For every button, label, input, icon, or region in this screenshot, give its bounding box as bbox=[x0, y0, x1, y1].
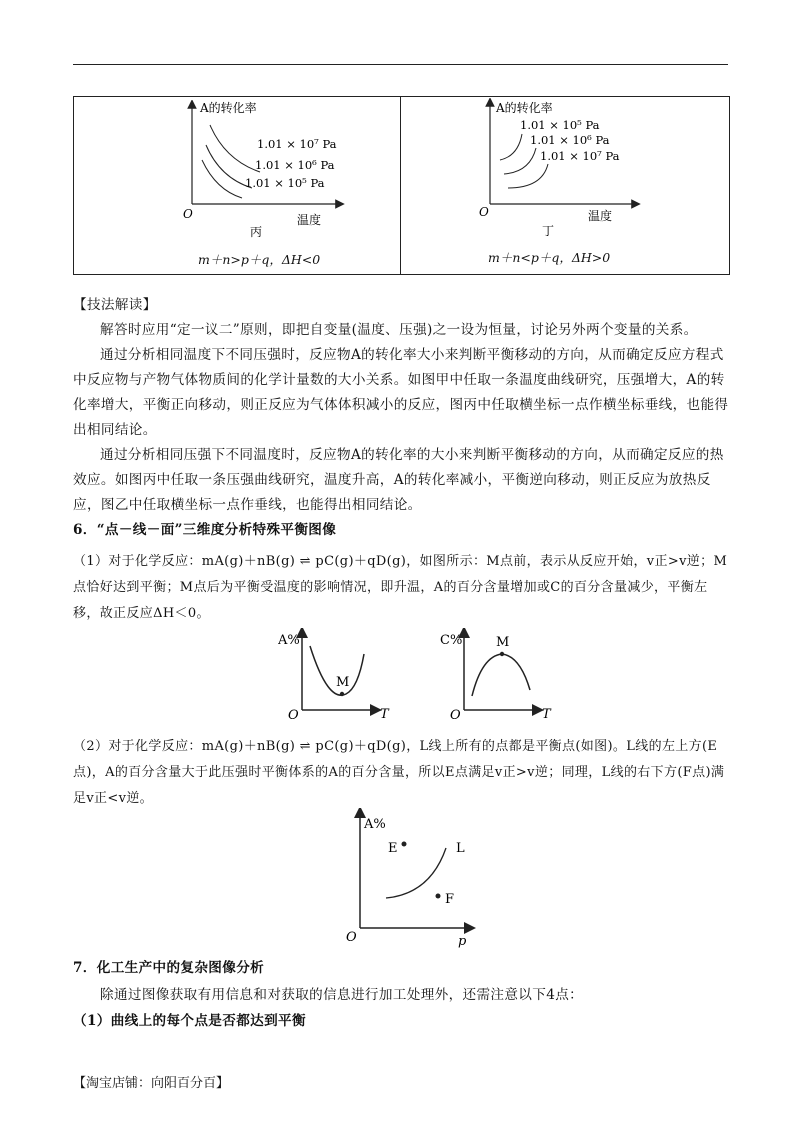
header-rule bbox=[73, 64, 728, 65]
graph-bing-ylabel: A的转化率 bbox=[200, 101, 257, 115]
graph-c-percent-curve bbox=[472, 654, 530, 696]
section6-p1: （1）对于化学反应：mA(g)＋nB(g) ⇌ pC(g)＋qD(g)，如图所示：M点前，表示从反应开始，v正>v逆；M点恰好达到平衡；M点后为平衡受温度的影响情况，即升温，A的百分含量增加或C的百分含量减少，平衡左移，故正反应ΔH＜0。 bbox=[73, 554, 728, 621]
section7-heading: 7．化工生产中的复杂图像分析 bbox=[73, 960, 265, 976]
graph-ding bbox=[478, 98, 648, 243]
graph-table-divider bbox=[400, 96, 401, 274]
graph-bing-curve-label-3: 1.01 × 10⁵ Pa bbox=[245, 176, 325, 190]
graph-p-xlabel: p bbox=[458, 934, 467, 948]
section-jifa-heading: 【技法解读】 bbox=[73, 297, 157, 313]
graph-a-percent-origin: O bbox=[288, 708, 299, 723]
graph-bing-curve-label-1: 1.01 × 10⁷ Pa bbox=[257, 137, 337, 151]
graph-ding-condition: m＋n<p＋q，ΔH>0 bbox=[488, 250, 611, 265]
graph-bing-curve-3 bbox=[202, 160, 242, 198]
graph-ding-curve-1 bbox=[500, 134, 522, 160]
graph-c-percent-ylabel: C% bbox=[440, 633, 463, 648]
graph-p-point-e bbox=[402, 842, 407, 847]
graph-bing-origin: O bbox=[183, 207, 193, 221]
graph-bing bbox=[180, 100, 350, 245]
graph-p-point-f bbox=[436, 894, 441, 899]
graph-ding-origin: O bbox=[479, 205, 489, 219]
graph-ding-xlabel: 温度 bbox=[588, 209, 613, 223]
section6-heading: 6．“点－线－面”三维度分析特殊平衡图像 bbox=[73, 522, 337, 538]
graph-ding-curve-label-1: 1.01 × 10⁵ Pa bbox=[520, 118, 600, 132]
graph-a-percent-ylabel: A% bbox=[278, 633, 300, 648]
graph-c-percent-t bbox=[440, 628, 560, 723]
graph-a-percent-p bbox=[340, 808, 480, 948]
graph-a-percent-xlabel: T bbox=[380, 707, 389, 722]
graph-p-ylabel: A% bbox=[364, 817, 386, 832]
section6-p2: （2）对于化学反应：mA(g)＋nB(g) ⇌ pC(g)＋qD(g)，L线上所有的点都是平衡点(如图)。L线的左上方(E点)，A的百分含量大于此压强时平衡体系的A的百分含量，所以E点满足v正>v逆；同理，L线的右下方(F点)满足v正<v逆。 bbox=[73, 739, 725, 806]
graph-bing-condition: m＋n>p＋q，ΔH<0 bbox=[198, 252, 321, 267]
graph-p-point-e-label: E bbox=[388, 841, 398, 856]
graph-p-origin: O bbox=[346, 930, 357, 945]
graph-bing-xlabel: 温度 bbox=[297, 213, 322, 227]
graph-a-percent-point-label: M bbox=[336, 675, 350, 690]
graph-c-percent-xlabel: T bbox=[542, 707, 551, 722]
section-jifa-p2: 通过分析相同温度下不同压强时，反应物A的转化率大小来判断平衡移动的方向，从而确定反应方程式中反应物与产物气体物质间的化学计量数的大小关系。如图甲中任取一条温度曲线研究，压强增大，A的转化率增大，平衡正向移动，则正反应为气体体积减小的反应，图丙中任取横坐标一点作横坐标垂线，也能得出相同结论。 bbox=[73, 347, 729, 438]
graph-ding-curve-3 bbox=[508, 164, 548, 188]
graph-ding-curve-label-3: 1.01 × 10⁷ Pa bbox=[540, 149, 620, 163]
graph-ding-caption: 丁 bbox=[542, 224, 555, 238]
graph-a-percent-point-m bbox=[340, 692, 344, 696]
graph-bing-caption: 丙 bbox=[250, 225, 263, 239]
section7-p1: 除通过图像获取有用信息和对获取的信息进行加工处理外，还需注意以下4点： bbox=[100, 987, 584, 1003]
graph-ding-curve-2 bbox=[504, 148, 536, 174]
section7-sub1: （1）曲线上的每个点是否都达到平衡 bbox=[73, 1013, 306, 1029]
graph-ding-ylabel: A的转化率 bbox=[496, 101, 553, 115]
graph-p-line-label: L bbox=[456, 841, 465, 856]
graph-a-percent-t bbox=[278, 628, 398, 723]
graph-bing-curve-label-2: 1.01 × 10⁶ Pa bbox=[255, 158, 335, 172]
graph-c-percent-point-label: M bbox=[496, 635, 510, 650]
graph-c-percent-point-m bbox=[500, 652, 504, 656]
graph-p-point-f-label: F bbox=[445, 892, 455, 907]
footer-shop: 【淘宝店铺：向阳百分百】 bbox=[73, 1076, 230, 1091]
section-jifa-p1: 解答时应用“定一议二”原则，即把自变量(温度、压强)之一设为恒量，讨论另外两个变量的关系。 bbox=[100, 322, 698, 338]
section-jifa-p3: 通过分析相同压强下不同温度时，反应物A的转化率的大小来判断平衡移动的方向，从而确定反应的热效应。如图丙中任取一条压强曲线研究，温度升高，A的转化率减小，平衡逆向移动，则正反应为放热反应，图乙中任取横坐标一点作垂线，也能得出相同结论。 bbox=[73, 447, 724, 513]
graph-ding-curve-label-2: 1.01 × 10⁶ Pa bbox=[530, 133, 610, 147]
graph-c-percent-origin: O bbox=[450, 708, 461, 723]
